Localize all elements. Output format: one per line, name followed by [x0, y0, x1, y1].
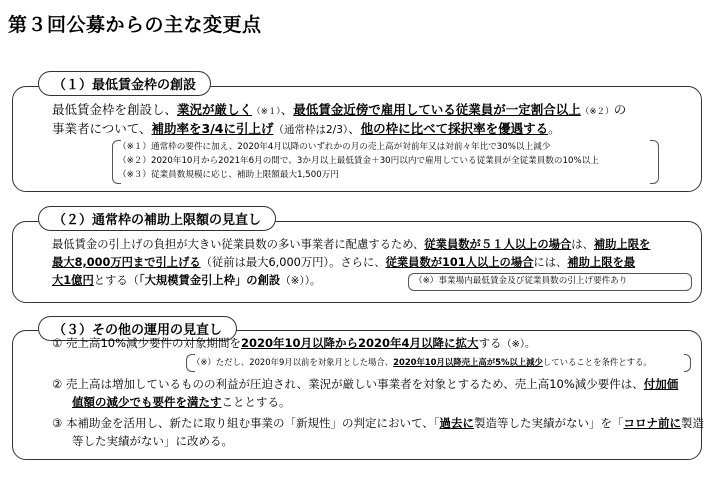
- s3-text: ② 売上高は増加しているものの利益が圧迫され、業況が厳しい事業者を対象とするため、売上高10%減少要件は、: [52, 377, 644, 391]
- s3-note-bracket-right: [684, 354, 691, 372]
- s2-note-ref: （※））。: [280, 275, 321, 287]
- s3-text: する: [478, 336, 502, 350]
- s3-item-2-line-1: [52, 375, 678, 393]
- s1-emphasis: 補助率を3/4に引上げ: [151, 121, 274, 136]
- s3-emphasis: 付加価: [643, 377, 679, 391]
- section-2-heading: （２）通常枠の補助上限額の見直し: [38, 206, 276, 231]
- s3-emphasis: 2020年10月以降から2020年4月以降に拡大: [241, 336, 479, 350]
- s3-text: 製造: [680, 416, 704, 430]
- section-1-heading: （１）最低賃金枠の創設: [38, 71, 211, 96]
- s3-text: こととする。: [221, 395, 291, 409]
- s3-emphasis: 値額の減少でも要件を満たす: [72, 395, 222, 409]
- s1-note-3: （※３）従業員数規模に応じ、補助上限額最大1,500万円: [118, 170, 339, 180]
- s2-emphasis: 補助上限を最: [567, 256, 636, 269]
- s2-emphasis: 従業員数が101人以上の場合: [385, 256, 534, 269]
- s1-emphasis: 業況が厳しく: [177, 102, 253, 117]
- s1-aside: （通常枠は2/3）: [273, 124, 349, 136]
- s1-text: の: [613, 102, 627, 117]
- s3-item-3-line-1: [52, 414, 704, 432]
- s3-text: ① 売上高10%減少要件の対象期間を: [52, 336, 242, 350]
- section-3-heading: （３）その他の運用の見直し: [38, 316, 237, 341]
- section-1-line-2: [52, 120, 561, 139]
- s2-emphasis: 最大8,000万円まで引上げる: [52, 256, 201, 269]
- s1-text: 、: [348, 121, 361, 136]
- section-1-line-1: [52, 101, 626, 121]
- s2-text: には、: [533, 256, 568, 269]
- s3-text: ③ 本補助金を活用し、新たに取り組む事業の「新規性」の判定において、「: [52, 416, 440, 430]
- s3-text: 製造等した実績がない」を「: [473, 416, 624, 430]
- s1-note-2: （※２）2020年10月から2021年6月の間で、3か月以上最低賃金＋30円以内で雇用している従業員が全従業員数の10%以上: [118, 156, 599, 166]
- s3-note-text: （※）ただし、2020年9月以前を対象月とした場合、: [192, 357, 394, 367]
- s3-emphasis: コロナ前に: [623, 416, 681, 430]
- s2-emphasis: 従業員数が５１人以上の場合: [424, 238, 572, 251]
- s2-text: 最低賃金の引上げの負担が大きい従業員数の多い事業者に配慮するため、: [52, 238, 425, 251]
- s3-note-text: していることを条件とする。: [542, 357, 652, 367]
- s3-item-1: [52, 334, 535, 354]
- s2-emphasis: 大1億円: [52, 274, 94, 287]
- section-2-line-3: [52, 272, 321, 290]
- s2-text: （従前は最大6,000万円）。さらに、: [200, 256, 386, 269]
- s2-note: （※）事業場内最低賃金及び従業員数の引上げ要件あり: [414, 276, 628, 286]
- s1-emphasis: 最低賃金近傍で雇用している従業員が一定割合以上: [293, 102, 581, 117]
- section-2-line-1: [52, 236, 650, 254]
- s3-note-emphasis: 2020年10月以降売上高が5%以上減少: [393, 357, 543, 367]
- s3-emphasis: 過去に: [439, 416, 474, 430]
- s3-note-ref: （※）。: [501, 339, 535, 350]
- s3-item-2-line-2: [72, 393, 291, 411]
- s3-item-3-line-2: [72, 432, 233, 450]
- s2-text: とする（: [93, 274, 139, 287]
- s3-item-1-note: [192, 355, 652, 369]
- s2-emphasis: 補助上限を: [593, 238, 651, 251]
- s2-emphasis: 「大規模賃金引上枠」の創設: [138, 274, 281, 287]
- s1-text: 最低賃金枠を創設し、: [52, 102, 178, 117]
- s1-text: 事業者について、: [52, 121, 152, 136]
- s2-text: は、: [571, 238, 594, 251]
- s1-text: 、: [280, 102, 294, 117]
- s3-text: 等した実績がない」に改める。: [72, 434, 233, 448]
- s1-notes-bracket-right: [650, 140, 659, 184]
- s1-note-ref: （※１）: [252, 107, 281, 117]
- s1-emphasis: 他の枠に比べて採択率を優遇する: [360, 121, 549, 136]
- section-2-line-2: [52, 254, 635, 272]
- s1-note-1: （※１）通常枠の要件に加え、2020年4月以降のいずれかの月の売上高が対前年又は対前々年比で30%以上減少: [118, 142, 551, 152]
- page-title: 第３回公募からの主な変更点: [8, 14, 262, 36]
- s1-note-ref: （※２）: [580, 107, 614, 117]
- s1-text: 。: [548, 121, 561, 136]
